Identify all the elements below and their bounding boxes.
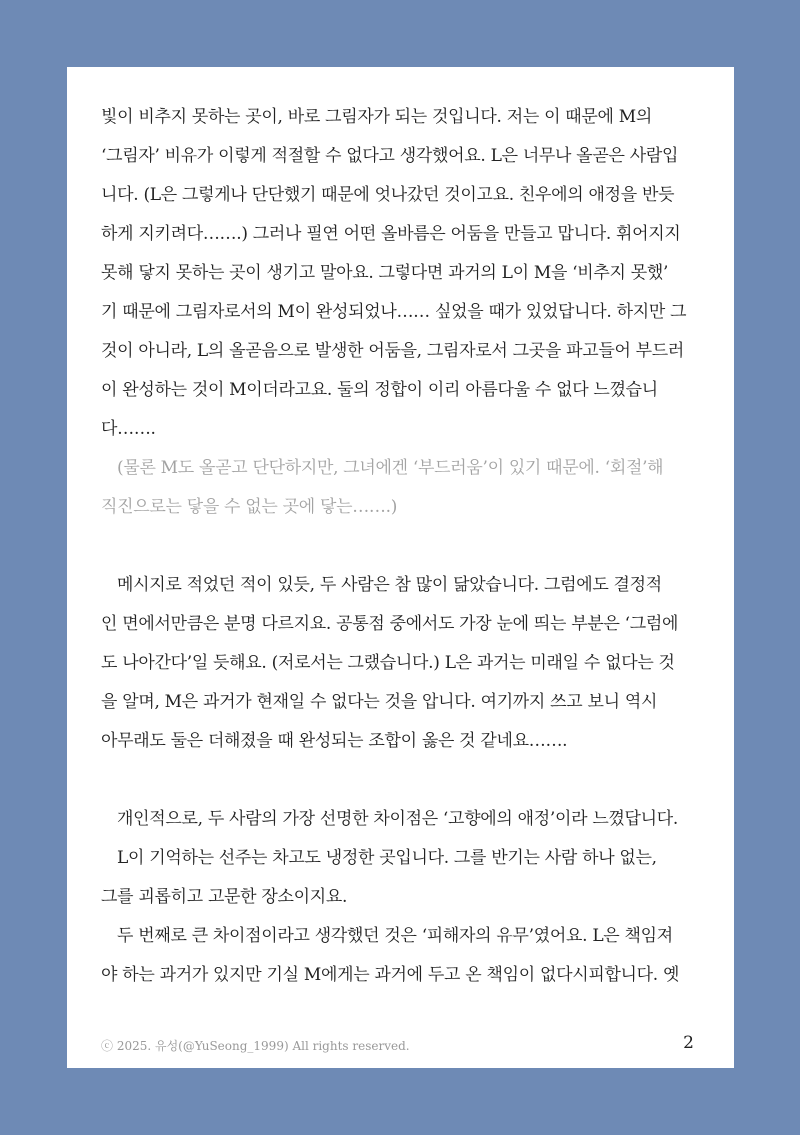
text-line: 개인적으로, 두 사람의 가장 선명한 차이점은 ‘고향에의 애정’이라 느꼈답니다.	[117, 809, 679, 829]
text-line: L이 기억하는 선주는 차고도 냉정한 곳입니다. 그를 반기는 사람 하나 없는,	[117, 848, 657, 868]
text-line: 다…….	[101, 419, 156, 439]
text-line: 그를 괴롭히고 고문한 장소이지요.	[101, 887, 348, 907]
text-line: 이 완성하는 것이 M이더라고요. 둘의 정합이 이리 아름다울 수 없다 느꼈습니	[101, 380, 658, 400]
parenthetical-line: (물론 M도 올곧고 단단하지만, 그녀에겐 ‘부드러움’이 있기 때문에. ‘회절’해	[117, 458, 664, 478]
text-line: 인 면에서만큼은 분명 다르지요. 공통점 중에서도 가장 눈에 띄는 부분은 ‘그럼에	[101, 614, 679, 634]
text-line: 못해 닿지 못하는 곳이 생기고 말아요. 그렇다면 과거의 L이 M을 ‘비추지 못했’	[101, 263, 669, 283]
page-number: 2	[683, 1033, 694, 1053]
parenthetical-line: 직진으로는 닿을 수 없는 곳에 닿는…….)	[101, 497, 398, 517]
text-line: 을 알며, M은 과거가 현재일 수 없다는 것을 압니다. 여기까지 쓰고 보니 역시	[101, 692, 658, 712]
document-page	[67, 67, 734, 1068]
copyright-footer: ⓒ 2025. 유성(@YuSeong_1999) All rights reserved.	[101, 1039, 410, 1053]
text-line: 니다. (L은 그렇게나 단단했기 때문에 엇나갔던 것이고요. 친우에의 애정을 반듯	[101, 185, 675, 205]
text-line: 도 나아간다’일 듯해요. (저로서는 그랬습니다.) L은 과거는 미래일 수 없다는 것	[101, 653, 675, 673]
text-line: 두 번째로 큰 차이점이라고 생각했던 것은 ‘피해자의 유무’였어요. L은 책임져	[117, 926, 673, 946]
text-line: 빛이 비추지 못하는 곳이, 바로 그림자가 되는 것입니다. 저는 이 때문에 M의	[101, 107, 652, 127]
text-line: ‘그림자’ 비유가 이렇게 적절할 수 없다고 생각했어요. L은 너무나 올곧은 사람입	[101, 146, 679, 166]
text-line: 메시지로 적었던 적이 있듯, 두 사람은 참 많이 닮았습니다. 그럼에도 결정적	[117, 575, 662, 595]
text-line: 기 때문에 그림자로서의 M이 완성되었나…… 싶었을 때가 있었답니다. 하지만 그	[101, 302, 687, 322]
text-line: 것이 아니라, L의 올곧음으로 발생한 어둠을, 그림자로서 그곳을 파고들어 부드러	[101, 341, 685, 361]
text-line: 야 하는 과거가 있지만 기실 M에게는 과거에 두고 온 책임이 없다시피합니다. 옛	[101, 965, 680, 985]
text-line: 아무래도 둘은 더해졌을 때 완성되는 조합이 옳은 것 같네요…….	[101, 731, 568, 751]
text-line: 하게 지키려다…….) 그러나 필연 어떤 올바름은 어둠을 만들고 맙니다. 휘어지지	[101, 224, 681, 244]
